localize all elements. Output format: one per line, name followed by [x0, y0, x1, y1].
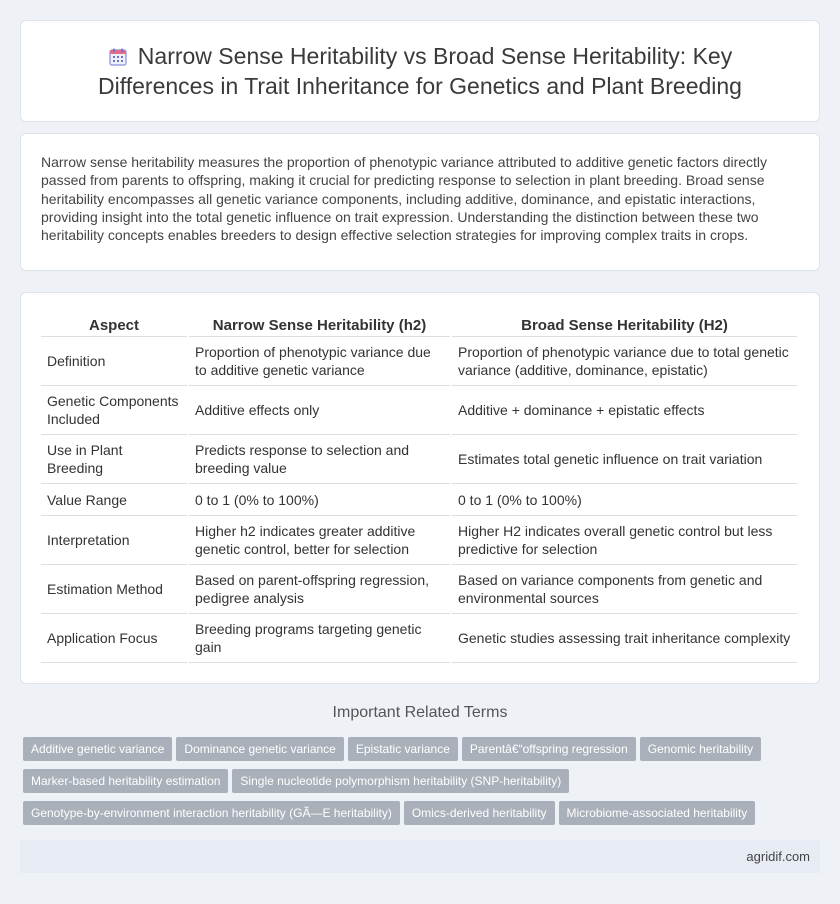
tag-genomic-heritability[interactable]: Genomic heritability	[640, 737, 761, 761]
cell-aspect: Estimation Method	[41, 565, 187, 614]
footer	[20, 840, 820, 873]
table-row	[41, 565, 797, 614]
related-terms-tags	[23, 737, 823, 833]
title-card	[20, 20, 820, 122]
cell-aspect: Value Range	[41, 484, 187, 516]
cell-narrow: Additive effects only	[189, 386, 450, 435]
table-row	[41, 386, 797, 435]
cell-broad: Estimates total genetic influence on trait variation	[452, 435, 797, 484]
cell-aspect: Interpretation	[41, 516, 187, 565]
cell-aspect: Use in Plant Breeding	[41, 435, 187, 484]
tag-dominance-genetic-variance[interactable]: Dominance genetic variance	[176, 737, 343, 761]
related-terms-title: Important Related Terms	[332, 704, 508, 721]
table-row	[41, 516, 797, 565]
tag-additive-genetic-variance[interactable]: Additive genetic variance	[23, 737, 172, 761]
intro-card	[20, 133, 820, 271]
cell-aspect: Application Focus	[41, 614, 187, 663]
tag-microbiome-heritability[interactable]: Microbiome-associated heritability	[559, 801, 756, 825]
footer-site-link[interactable]: agridif.com	[746, 849, 810, 864]
comparison-table-card	[20, 292, 820, 684]
table-row	[41, 484, 797, 516]
cell-broad: Proportion of phenotypic variance due to total genetic variance (additive, dominance, epistatic)	[452, 337, 797, 386]
cell-narrow: Higher h2 indicates greater additive genetic control, better for selection	[189, 516, 450, 565]
cell-aspect: Genetic Components Included	[41, 386, 187, 435]
tag-marker-based-heritability[interactable]: Marker-based heritability estimation	[23, 769, 228, 793]
table-row	[41, 337, 797, 386]
cell-narrow: 0 to 1 (0% to 100%)	[189, 484, 450, 516]
comparison-table	[39, 315, 799, 663]
page-title-text: Narrow Sense Heritability vs Broad Sense Heritability: Key Differences in Trait Inheritance for Genetics and Plant Breeding	[98, 43, 742, 99]
tag-omics-derived-heritability[interactable]: Omics-derived heritability	[404, 801, 555, 825]
header-broad: Broad Sense Heritability (H2)	[452, 315, 797, 337]
tag-snp-heritability[interactable]: Single nucleotide polymorphism heritability (SNP-heritability)	[232, 769, 569, 793]
cell-aspect: Definition	[41, 337, 187, 386]
table-row	[41, 435, 797, 484]
cell-broad: 0 to 1 (0% to 100%)	[452, 484, 797, 516]
intro-paragraph: Narrow sense heritability measures the proportion of phenotypic variance attributed to additive genetic factors directly passed from parents to offspring, making it crucial for predicting response to selection in plant breeding. Broad sense heritability encompasses all genetic variance components, including additive, dominance, and epistatic interactions, providing insight into the total genetic influence on trait expression. Understanding the distinction between these two heritability concepts enables breeders to design effective selection strategies for improving complex traits in crops.	[41, 154, 768, 244]
cell-narrow: Breeding programs targeting genetic gain	[189, 614, 450, 663]
cell-broad: Based on variance components from genetic and environmental sources	[452, 565, 797, 614]
tag-parent-offspring-regression[interactable]: Parentâ€“offspring regression	[462, 737, 636, 761]
cell-narrow: Based on parent-offspring regression, pedigree analysis	[189, 565, 450, 614]
page-title	[61, 41, 779, 101]
cell-broad: Additive + dominance + epistatic effects	[452, 386, 797, 435]
cell-narrow: Predicts response to selection and breeding value	[189, 435, 450, 484]
tag-epistatic-variance[interactable]: Epistatic variance	[348, 737, 458, 761]
table-header-row	[41, 315, 797, 337]
cell-broad: Genetic studies assessing trait inheritance complexity	[452, 614, 797, 663]
cell-narrow: Proportion of phenotypic variance due to additive genetic variance	[189, 337, 450, 386]
cell-broad: Higher H2 indicates overall genetic control but less predictive for selection	[452, 516, 797, 565]
table-row	[41, 614, 797, 663]
calendar-icon	[108, 44, 128, 64]
header-narrow: Narrow Sense Heritability (h2)	[189, 315, 450, 337]
header-aspect: Aspect	[41, 315, 187, 337]
tag-gxe-heritability[interactable]: Genotype-by-environment interaction heritability (GÃ—E heritability)	[23, 801, 400, 825]
